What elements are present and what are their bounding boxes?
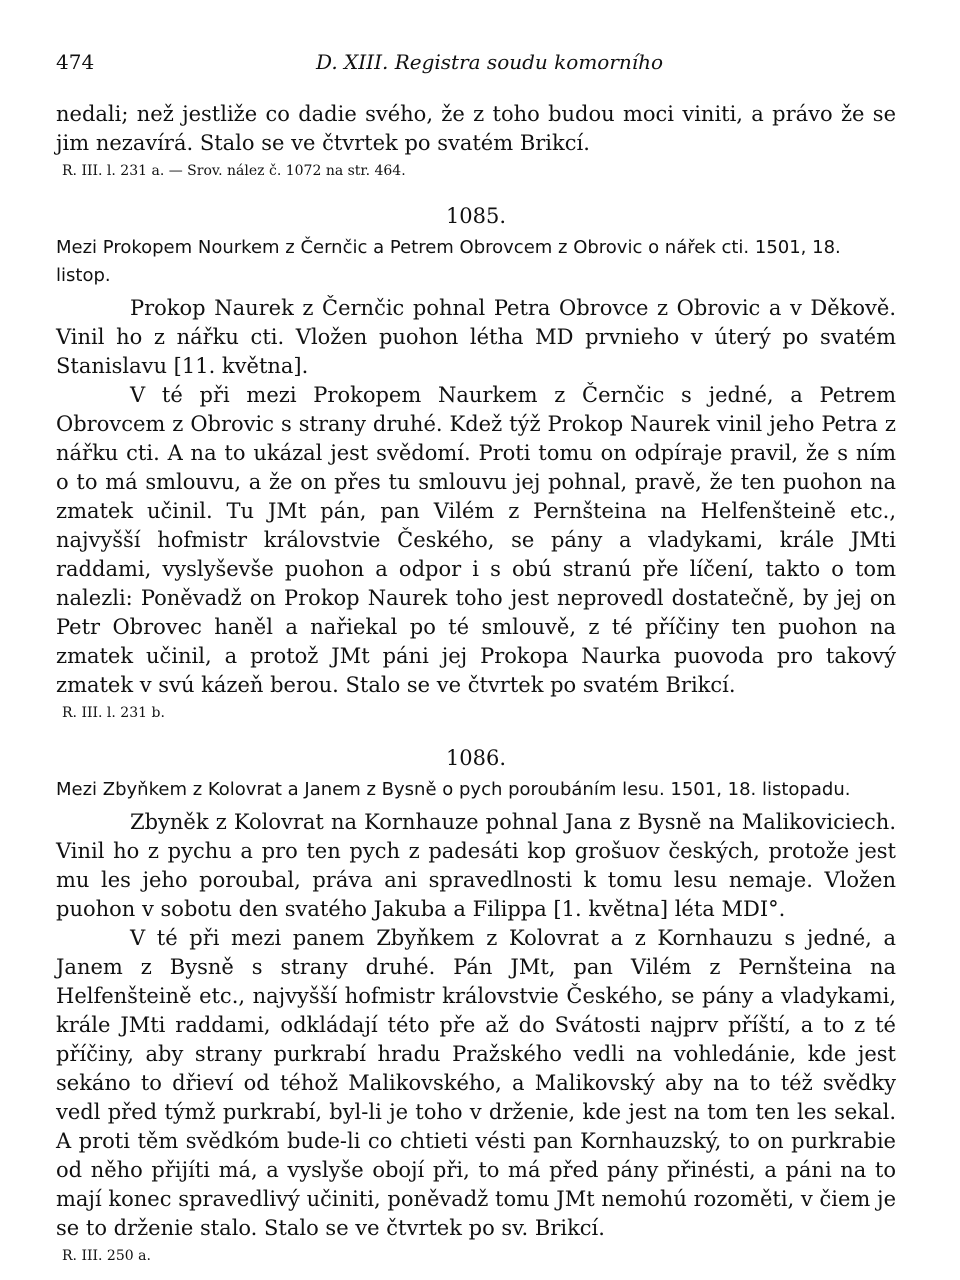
entry-1086-summary: Mezi Zbyňkem z Kolovrat a Janem z Bysně o pych poroubáním lesu. 1501, 18. listopadu. [56,779,851,800]
entry-1085-summary: Mezi Prokopem Nourkem z Černčic a Petrem Obrovcem z Obrovic o nářek cti. 1501, 18. listop. [56,237,841,286]
entry-1085-paragraph-2: V té při mezi Prokopem Naurkem z Černčic s jedné, a Petrem Obrovcem z Obrovic s strany druhé. Kdež týž Prokop Naurek vinil jeho Petra z nářku cti. A na to ukázal jest svědomí. Proti tomu on odpíraje pravil, že s ním o to má smlouvu, a že on přes tu smlouvu jej pohnal, pravě, že ten puohon na zmatek učinil. Tu JMt pán, pan Vilém z Pernšteina na Helfenšteině etc., najvyšší hofmistr královstvie Českého, se pány a vladykami, krále JMti raddami, vyslyševše puohon a odpor i s obú stranú pře líčení, takto o tom nalezli: Poněvadž on Prokop Naurek toho jest neprovedl dostatečně, by jej on Petr Obrovec haněl a nařiekal po té smlouvě, z té příčiny ten puohon na zmatek učinil, a protož JMt páni jej Prokopa Naurka puovoda pro takový zmatek v svú kázeň berou. Stalo se ve čtvrtek po svatém Brikcí. [56,383,896,697]
page-number: 474 [56,50,95,74]
entry-1086-paragraph-2: V té při mezi panem Zbyňkem z Kolovrat a z Kornhauzu s jedné, a Janem z Bysně s strany druhé. Pán JMt, pan Vilém z Pernšteina na Helfenšteině etc., najvyšší hofmistr královstvie Českého, se pány a vladykami, krále JMti raddami, odkládají této pře až do Svátosti najprv příští, a to z té příčiny, aby strany purkrabí hradu Pražského vedli na vohledánie, kde jest sekáno to dřieví od téhož Malikovského, a Malikovský aby na to též svědky vedl před týmž purkrabí, byl-li je toho v drženie, kde jest na tom ten les sekal. A proti těm svědkóm bude-li co chtieti vésti pan Kornhauzský, to on purkrabie od něho přijíti má, a vyslyše obojí při, to má před pány přinésti, a páni na to mají konec spravedlivý učiniti, poněvadž tomu JMt nemohú rozoměti, v čiem je se to drženie stalo. Stalo se ve čtvrtek po sv. Brikcí. [56,926,896,1240]
intro-paragraph: nedali; než jestliže co dadie svého, že z toho budou moci viniti, a právo že se jim nezavírá. Stalo se ve čtvrtek po svatém Brikcí. [56,102,896,155]
page-body [56,100,896,1267]
entry-1086-paragraph-1: Zbyněk z Kolovrat na Kornhauze pohnal Jana z Bysně na Malikoviciech. Vinil ho z pychu a pro ten pych z padesáti kop grošuov českých, protože jest mu les jeho poroubal, práva ani spravedlnosti k tomu lesu nemaje. Vložen puohon v sobotu den svatého Jakuba a Filippa [1. května] léta MDI°. [56,810,896,921]
entry-1086-number: 1086. [445,746,507,770]
running-title: D. XIII. Registra soudu komorního [316,50,664,74]
entry-1085-paragraph-1: Prokop Naurek z Černčic pohnal Petra Obrovce z Obrovic a v Děkově. Vinil ho z nářku cti. Vložen puohon létha MD prvnieho v úterý po svatém Stanislavu [11. května]. [56,296,896,378]
entry-1085-citation: R. III. l. 231 b. [62,705,165,721]
entry-1086-citation: R. III. 250 a. [62,1248,151,1264]
intro-citation: R. III. l. 231 a. — Srov. nález č. 1072 na str. 464. [62,163,406,179]
entry-1085-number: 1085. [445,204,507,228]
page-header [56,50,904,80]
